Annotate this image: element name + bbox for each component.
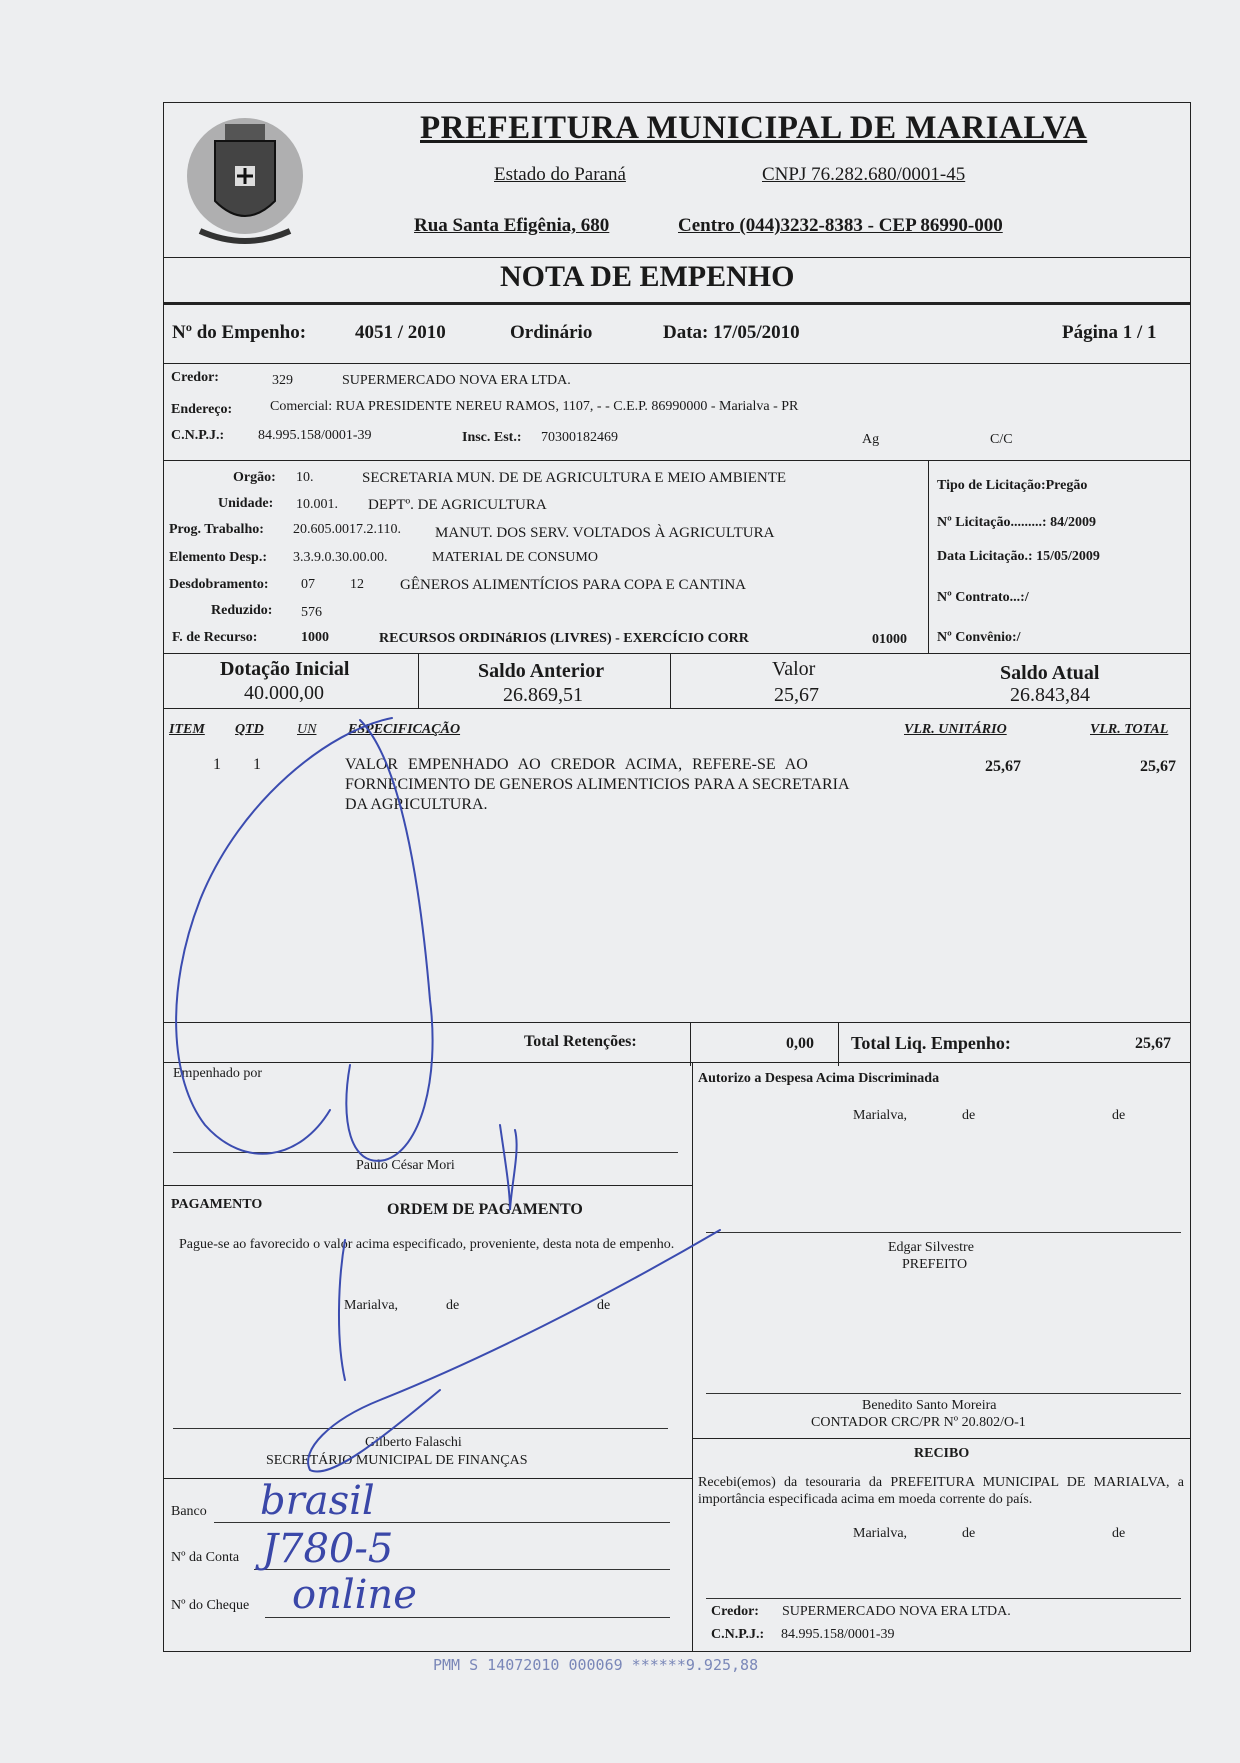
endereco-label: Endereço:	[171, 402, 233, 417]
prog-label: Prog. Trabalho:	[169, 522, 264, 537]
credor-cnpj: 84.995.158/0001-39	[258, 428, 372, 443]
recibo-place: Marialva,	[853, 1526, 908, 1541]
endereco-value: Comercial: RUA PRESIDENTE NEREU RAMOS, 1107, - - C.E.P. 86990000 - Marialva - PR	[270, 399, 799, 414]
item-desc-line2: FORNECIMENTO DE GENEROS ALIMENTICIOS PARA A SECRETARIA	[345, 776, 850, 793]
pagamento-place: Marialva,	[344, 1298, 399, 1313]
recibo-de-2: de	[1112, 1526, 1126, 1541]
recibo-de-1: de	[962, 1526, 976, 1541]
elemento-code: 3.3.9.0.30.00.00.	[293, 550, 388, 565]
total-liq-value: 25,67	[1135, 1035, 1171, 1052]
numero-cheque-label: Nº do Cheque	[171, 1598, 250, 1613]
conta-corrente-label: C/C	[990, 432, 1013, 447]
unidade-value: DEPTº. DE AGRICULTURA	[368, 497, 547, 513]
valor-value: 25,67	[774, 684, 819, 706]
recibo-credor-label: Credor:	[711, 1604, 759, 1619]
city-contact: Centro (044)3232-8383 - CEP 86990-000	[678, 215, 1003, 236]
contador-name: Benedito Santo Moreira	[862, 1398, 997, 1413]
orgao-label: Orgão:	[233, 470, 276, 485]
recurso-value: RECURSOS ORDINáRIOS (LIVRES) - EXERCÍCIO CORR	[379, 631, 749, 646]
saldo-atual-value: 26.843,84	[1010, 684, 1090, 706]
item-qtd: 1	[253, 756, 261, 773]
page-number: Página 1 / 1	[1062, 322, 1157, 343]
numero-contrato: Nº Contrato...:/	[937, 590, 1029, 605]
recibo-label: RECIBO	[914, 1446, 970, 1461]
city-cnpj: CNPJ 76.282.680/0001-45	[762, 164, 966, 185]
agencia-label: Ag	[862, 432, 880, 447]
unidade-label: Unidade:	[218, 496, 274, 511]
secretario-name: Gilberto Falaschi	[365, 1435, 462, 1450]
insc-label: Insc. Est.:	[462, 430, 522, 445]
pagamento-de-2: de	[597, 1298, 611, 1313]
pague-text: Pague-se ao favorecido o valor acima especificado, proveniente, desta nota de empenho.	[179, 1237, 675, 1252]
dotacao-value: 40.000,00	[244, 682, 324, 704]
cheque-handwritten: online	[292, 1572, 417, 1618]
banco-label: Banco	[171, 1504, 207, 1519]
credor-label: Credor:	[171, 370, 219, 385]
credor-name: SUPERMERCADO NOVA ERA LTDA.	[342, 373, 571, 388]
item-unit-value: 25,67	[985, 758, 1021, 775]
recurso-code2: 01000	[872, 632, 907, 647]
prog-code: 20.605.0017.2.110.	[293, 522, 401, 537]
prefeito-title: PREFEITO	[902, 1257, 968, 1272]
empenho-label: Nº do Empenho:	[172, 322, 307, 343]
orgao-value: SECRETARIA MUN. DE DE AGRICULTURA E MEIO AMBIENTE	[362, 470, 787, 486]
ordem-pagamento-label: ORDEM DE PAGAMENTO	[387, 1201, 583, 1218]
autorizo-de-2: de	[1112, 1108, 1126, 1123]
secretario-title: SECRETÁRIO MUNICIPAL DE FINANÇAS	[266, 1453, 528, 1468]
insc-value: 70300182469	[541, 430, 618, 445]
saldo-anterior-value: 26.869,51	[503, 684, 583, 706]
col-item: ITEM	[169, 722, 205, 737]
dotacao-label: Dotação Inicial	[220, 658, 350, 680]
conta-handwritten: J780-5	[262, 1526, 394, 1572]
city-coat-of-arms	[180, 106, 310, 256]
state-name: Estado do Paraná	[494, 164, 626, 185]
empenho-number: 4051 / 2010	[355, 322, 446, 343]
data-licitacao: Data Licitação.: 15/05/2009	[937, 549, 1100, 564]
col-qtd: QTD	[235, 722, 264, 737]
item-desc-line3: DA AGRICULTURA.	[345, 796, 488, 813]
recurso-code: 1000	[301, 630, 329, 645]
orgao-code: 10.	[296, 470, 314, 485]
recibo-cnpj: 84.995.158/0001-39	[781, 1627, 895, 1642]
numero-licitacao: Nº Licitação.........: 84/2009	[937, 515, 1096, 530]
total-retencoes-label: Total Retenções:	[524, 1033, 637, 1050]
tipo-licitacao: Tipo de Licitação:Pregão	[937, 478, 1088, 493]
col-vlr-unitario: VLR. UNITÁRIO	[904, 722, 1007, 737]
pagamento-de-1: de	[446, 1298, 460, 1313]
empenhado-signatory: Paulo César Mori	[356, 1158, 455, 1173]
desdobramento-code2: 12	[350, 577, 364, 592]
autorizo-de-1: de	[962, 1108, 976, 1123]
item-number: 1	[213, 756, 221, 773]
elemento-label: Elemento Desp.:	[169, 550, 267, 565]
recibo-text: Recebi(emos) da tesouraria da PREFEITURA MUNICIPAL DE MARIALVA, a importância especificada acima em moeda corrente do país.	[698, 1475, 1184, 1507]
col-especificacao: ESPECIFICAÇÃO	[348, 722, 461, 737]
reduzido-value: 576	[301, 605, 322, 620]
saldo-anterior-label: Saldo Anterior	[478, 660, 605, 682]
elemento-value: MATERIAL DE CONSUMO	[432, 550, 598, 565]
total-retencoes-value: 0,00	[786, 1035, 814, 1052]
autorizo-label: Autorizo a Despesa Acima Discriminada	[698, 1071, 940, 1086]
contador-title: CONTADOR CRC/PR Nº 20.802/O-1	[811, 1415, 1026, 1430]
recibo-credor-name: SUPERMERCADO NOVA ERA LTDA.	[782, 1604, 1011, 1619]
total-liq-label: Total Liq. Empenho:	[851, 1033, 1011, 1053]
item-total-value: 25,67	[1140, 758, 1176, 775]
col-vlr-total: VLR. TOTAL	[1090, 722, 1169, 737]
banco-handwritten: brasil	[260, 1478, 375, 1524]
desdobramento-value: GÊNEROS ALIMENTÍCIOS PARA COPA E CANTINA	[400, 577, 747, 593]
item-desc-line1: VALOR EMPENHADO AO CREDOR ACIMA, REFERE-SE AO	[345, 756, 808, 773]
desdobramento-label: Desdobramento:	[169, 577, 269, 592]
pagamento-label: PAGAMENTO	[171, 1197, 263, 1212]
empenho-type: Ordinário	[510, 322, 593, 343]
page-title: PREFEITURA MUNICIPAL DE MARIALVA	[420, 110, 1088, 146]
unidade-code: 10.001.	[296, 497, 338, 512]
empenhado-por-label: Empenhado por	[173, 1066, 263, 1081]
empenho-date: Data: 17/05/2010	[663, 322, 800, 343]
prefeito-name: Edgar Silvestre	[888, 1240, 974, 1255]
prog-value: MANUT. DOS SERV. VOLTADOS À AGRICULTURA	[435, 525, 775, 541]
autorizo-place: Marialva,	[853, 1108, 908, 1123]
credor-cnpj-label: C.N.P.J.:	[171, 428, 225, 443]
city-address: Rua Santa Efigênia, 680	[414, 215, 610, 236]
numero-conta-label: Nº da Conta	[171, 1550, 240, 1565]
saldo-atual-label: Saldo Atual	[1000, 662, 1100, 684]
numero-convenio: Nº Convênio:/	[937, 630, 1021, 645]
document-title: NOTA DE EMPENHO	[500, 260, 795, 293]
col-un: UN	[297, 722, 317, 737]
credor-code: 329	[272, 373, 293, 388]
valor-label: Valor	[772, 658, 816, 680]
desdobramento-code1: 07	[301, 577, 315, 592]
processing-stamp: PMM S 14072010 000069 ******9.925,88	[433, 1656, 759, 1674]
recibo-cnpj-label: C.N.P.J.:	[711, 1627, 765, 1642]
reduzido-label: Reduzido:	[211, 603, 273, 618]
recurso-label: F. de Recurso:	[172, 630, 258, 645]
